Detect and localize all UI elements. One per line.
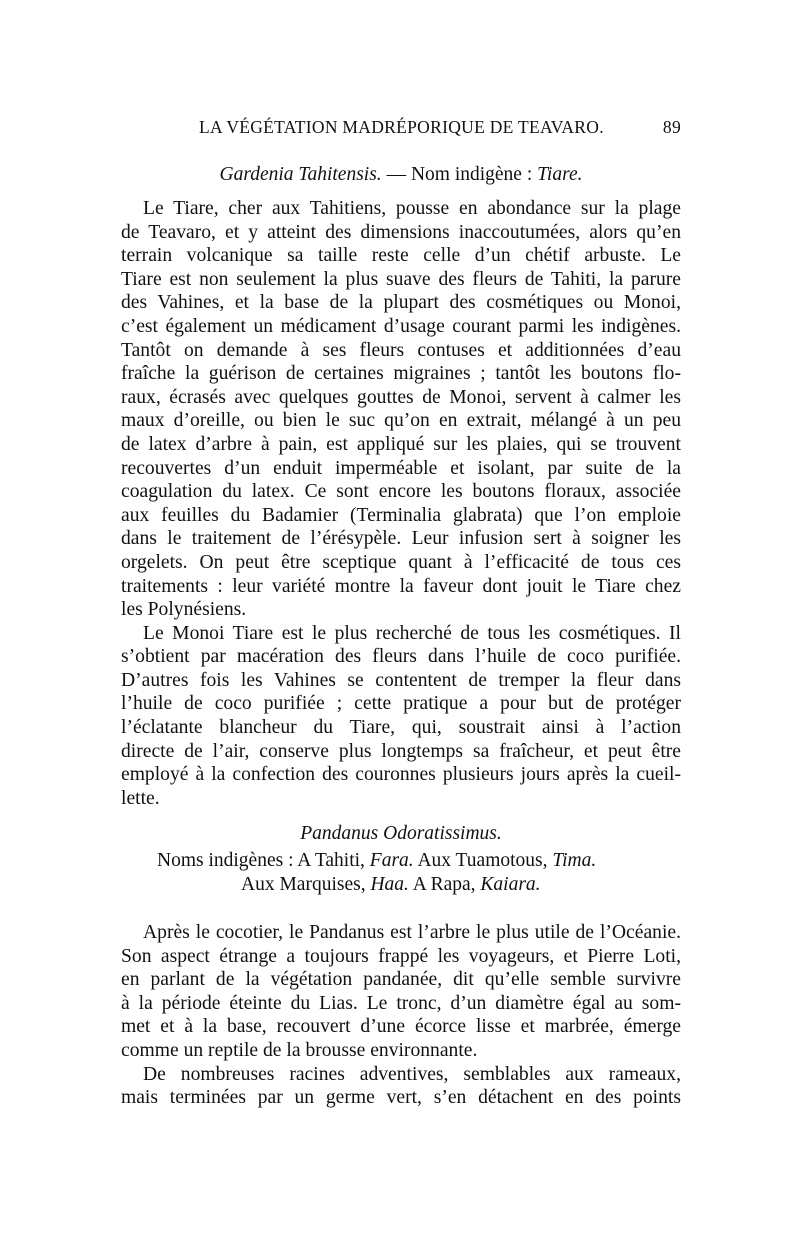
text-line: aux feuilles du Badamier (Terminalia glabrata) que l’on emploie [121,504,681,526]
text-line: met et à la base, recouvert d’une écorce lisse et marbrée, émerge [121,1016,681,1038]
text-line: D’autres fois les Vahines se contentent de tremper la fleur dans [121,669,681,691]
text-line: comme un reptile de la brousse environnante. [121,1039,478,1061]
text-line: l’huile de coco purifiée ; cette pratique a pour but de protéger [121,693,681,715]
text-line: orgelets. On peut être sceptique quant à l’efficacité de tous ces [121,551,681,573]
text-line: Après le cocotier, le Pandanus est l’arbre le plus utile de l’Océanie. [143,922,681,943]
text-line: De nombreuses racines adventives, semblables aux rameaux, [143,1063,681,1085]
text-line: Son aspect étrange a toujours frappé les voyageurs, et Pierre Loti, [121,945,681,967]
name-fara: Fara. [369,850,414,871]
text-line: en parlant de la végétation pandanée, dit qu’elle semble survivre [121,969,681,991]
pandanus-heading [121,823,681,845]
text-line: à la période éteinte du Lias. Le tronc, d’un diamètre égal au som- [121,992,681,1014]
text-line: maux d’oreille, ou bien le suc qu’on en extrait, mélangé à un peu [121,410,681,432]
text-line: raux, écrasés avec quelques gouttes de Monoi, servent à calmer les [121,386,681,408]
names-line-1 [121,849,681,873]
text-line: les Polynésiens. [121,599,247,621]
text-line: recouvertes d’un enduit imperméable et isolant, par suite de la [121,457,681,479]
text-line: des Vahines, et la base de la plupart des cosmétiques ou Monoi, [121,292,681,314]
gardenia-native-name: Tiare. [537,164,583,185]
gardenia-heading [121,164,681,186]
name-tima: Tima. [552,850,597,871]
text-line: terrain volcanique sa taille reste celle d’un chétif arbuste. Le [121,245,681,267]
page-number: 89 [662,117,681,137]
text-line: Tiare est non seulement la plus suave des fleurs de Tahiti, la parure [121,268,681,290]
name-haa: Haa. [370,874,409,895]
text-line: coagulation du latex. Ce sont encore les boutons floraux, associée [121,481,681,503]
gardenia-heading-text: — Nom indigène : [381,164,538,185]
pandanus-species: Pandanus Odoratissimus. [300,823,502,844]
running-title: LA VÉGÉTATION MADRÉPORIQUE DE TEAVARO. [199,117,604,137]
text-line: traitements : leur variété montre la faveur dont jouit le Tiare chez [121,575,681,597]
text-line: directe de l’air, conserve plus longtemps sa fraîcheur, et peut être [121,740,681,762]
text-line: de Teavaro, et y atteint des dimensions inaccoutumées, alors qu’en [121,221,681,243]
paragraph-pandanus [121,921,681,1110]
text-line: mais terminées par un germe vert, s’en détachent en des points [121,1087,681,1109]
text-line: fraîche la guérison de certaines migraines ; tantôt les boutons flo- [121,363,681,385]
names-prefix: Aux Marquises, [241,874,371,895]
text-line: Le Tiare, cher aux Tahitiens, pousse en abondance sur la plage [143,198,681,219]
gardenia-species: Gardenia Tahitensis. [219,164,382,185]
names-mid: Aux Tuamotous, [413,850,553,871]
text-line: dans le traitement de l’érésypèle. Leur infusion sert à soigner les [121,528,681,550]
text-line: de latex d’arbre à pain, est appliqué sur les plaies, qui se trouvent [121,433,681,455]
names-line-2 [121,873,681,897]
names-mid: A Rapa, [408,874,481,895]
names-prefix: Noms indigènes : A Tahiti, [157,850,370,871]
text-line: lette. [121,787,160,809]
text-line: c’est également un médicament d’usage courant parmi les indigènes. [121,315,681,337]
text-line: l’éclatante blancheur du Tiare, qui, soustrait ainsi à l’action [121,717,681,739]
text-line: Le Monoi Tiare est le plus recherché de tous les cosmétiques. Il [143,622,681,644]
text-line: s’obtient par macération des fleurs dans l’huile de coco purifiée. [121,646,681,668]
text-line: Tantôt on demande à ses fleurs contuses et additionnées d’eau [121,339,681,361]
pandanus-native-names [121,849,681,897]
running-header [121,117,681,143]
paragraph-tiare [121,197,681,810]
text-line: employé à la confection des couronnes plusieurs jours après la cueil- [121,764,681,786]
name-kaiara: Kaiara. [480,874,541,895]
